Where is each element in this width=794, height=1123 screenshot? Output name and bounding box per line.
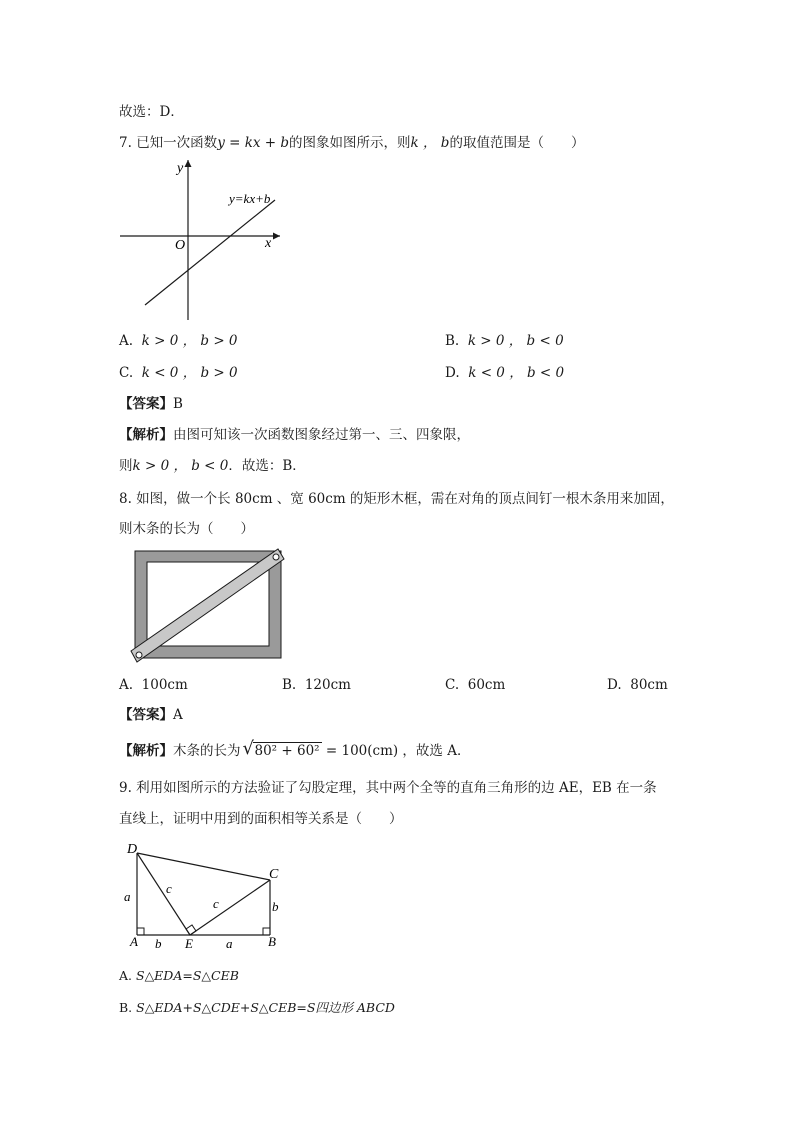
q7-option-a[interactable] bbox=[119, 331, 238, 351]
option-text: 120cm bbox=[304, 677, 351, 693]
option-text: 100cm bbox=[141, 677, 188, 693]
right-angle-A bbox=[137, 928, 144, 935]
q7-text-b: 的图象如图所示，则 bbox=[289, 135, 411, 151]
option-letter: A. bbox=[119, 333, 134, 349]
q7-vars: k ， b bbox=[410, 135, 450, 151]
analysis-math: k > 0 ， b < 0 bbox=[132, 458, 229, 474]
q7-text-a: 已知一次函数 bbox=[136, 135, 218, 151]
option-text: k > 0 ， b > 0 bbox=[141, 333, 238, 349]
answer-value: A bbox=[173, 707, 183, 723]
option-letter: B. bbox=[445, 333, 460, 349]
q7-option-d[interactable] bbox=[445, 363, 564, 383]
q8-answer bbox=[119, 705, 183, 725]
label-B: B bbox=[268, 934, 276, 949]
x-axis-label: x bbox=[265, 236, 272, 251]
option-text: k < 0 ， b < 0 bbox=[468, 365, 565, 381]
answer-tag: 【答案】 bbox=[119, 707, 173, 723]
analysis-tag: 【解析】 bbox=[119, 427, 173, 443]
analysis-text: 则 bbox=[119, 458, 133, 474]
q7-stem bbox=[119, 133, 584, 153]
label-C: C bbox=[269, 867, 279, 882]
q8-stem-line1: 8. 如图，做一个长 80cm 、宽 60cm 的矩形木框，需在对角的顶点间钉一根木条用来加固， bbox=[119, 491, 674, 507]
option-letter: A. bbox=[119, 677, 134, 693]
q8-option-c[interactable] bbox=[445, 675, 505, 695]
q7-answer bbox=[119, 394, 183, 414]
radical-sign: √ bbox=[242, 738, 254, 759]
analysis-text: ．故选：B． bbox=[228, 458, 306, 474]
q9-option-b[interactable] bbox=[119, 998, 395, 1018]
option-letter: B. bbox=[282, 677, 297, 693]
q7-analysis-2 bbox=[119, 456, 306, 476]
nail-top bbox=[273, 554, 279, 560]
label-a-bottom: a bbox=[226, 936, 233, 951]
q8-analysis bbox=[119, 740, 470, 762]
q8-stem-line2: 则木条的长为（ ） bbox=[119, 521, 254, 537]
option-text: 60cm bbox=[467, 677, 506, 693]
side-DE bbox=[137, 853, 190, 935]
option-letter: C. bbox=[445, 677, 460, 693]
option-text: S△EDA=S△CEB bbox=[136, 968, 239, 983]
analysis-text: 由图可知该一次函数图象经过第一、三、四象限， bbox=[173, 427, 470, 443]
label-A: A bbox=[130, 934, 138, 949]
line-label: y=kx+b bbox=[229, 191, 271, 206]
nail-bottom bbox=[136, 652, 142, 658]
label-b-right: b bbox=[272, 899, 279, 914]
answer-value: B bbox=[173, 396, 183, 412]
q9-pythagoras-figure bbox=[115, 838, 290, 953]
q7-analysis bbox=[119, 425, 470, 445]
option-letter: C. bbox=[119, 365, 134, 381]
q7-function: y = kx + b bbox=[217, 135, 290, 151]
q7-text-c: 的取值范围是（ ） bbox=[449, 135, 585, 151]
option-letter: A. bbox=[119, 968, 133, 983]
q9-option-a[interactable] bbox=[119, 966, 239, 986]
side-EC bbox=[190, 880, 270, 935]
q7-option-c[interactable] bbox=[119, 363, 238, 383]
q8-option-d[interactable] bbox=[607, 675, 668, 695]
q7-graph bbox=[115, 155, 295, 325]
option-letter: B. bbox=[119, 1000, 133, 1015]
q8-option-a[interactable] bbox=[119, 675, 188, 695]
y-axis-label: y bbox=[177, 161, 184, 176]
q7-number: 7. bbox=[119, 135, 132, 151]
label-E: E bbox=[185, 936, 193, 951]
option-text: k > 0 ， b < 0 bbox=[467, 333, 564, 349]
q7-option-b[interactable] bbox=[445, 331, 564, 351]
label-D: D bbox=[127, 842, 138, 857]
origin-label: O bbox=[175, 238, 186, 253]
label-c-EC: c bbox=[213, 896, 219, 911]
right-angle-E bbox=[186, 925, 196, 935]
option-text: k < 0 ， b > 0 bbox=[141, 365, 238, 381]
answer-tag: 【答案】 bbox=[119, 396, 173, 412]
option-text: 80cm bbox=[630, 677, 668, 693]
label-c-DE: c bbox=[166, 881, 172, 896]
q9-stem-line1: 9. 利用如图所示的方法验证了勾股定理，其中两个全等的直角三角形的边 AE，EB 在一条 bbox=[119, 780, 657, 796]
sqrt-expression bbox=[243, 740, 322, 762]
prev-answer: 故选：D． bbox=[119, 104, 184, 120]
radicand: 80² + 60² bbox=[254, 743, 320, 759]
analysis-tag: 【解析】 bbox=[119, 743, 173, 759]
label-a-left: a bbox=[124, 889, 131, 904]
side-CD bbox=[137, 853, 270, 880]
analysis-text: 木条的长为 bbox=[173, 743, 241, 759]
function-line bbox=[145, 200, 275, 305]
option-letter: D. bbox=[445, 365, 460, 381]
q9-stem-line2: 直线上，证明中用到的面积相等关系是（ ） bbox=[119, 811, 403, 827]
analysis-text: = 100(cm) ，故选 A． bbox=[325, 743, 471, 759]
label-b-bottom: b bbox=[155, 936, 162, 951]
option-letter: D. bbox=[607, 677, 622, 693]
q8-frame-figure bbox=[128, 545, 290, 667]
q8-option-b[interactable] bbox=[282, 675, 351, 695]
option-text: S△EDA+S△CDE+S△CEB=S四边形 ABCD bbox=[136, 1000, 395, 1015]
